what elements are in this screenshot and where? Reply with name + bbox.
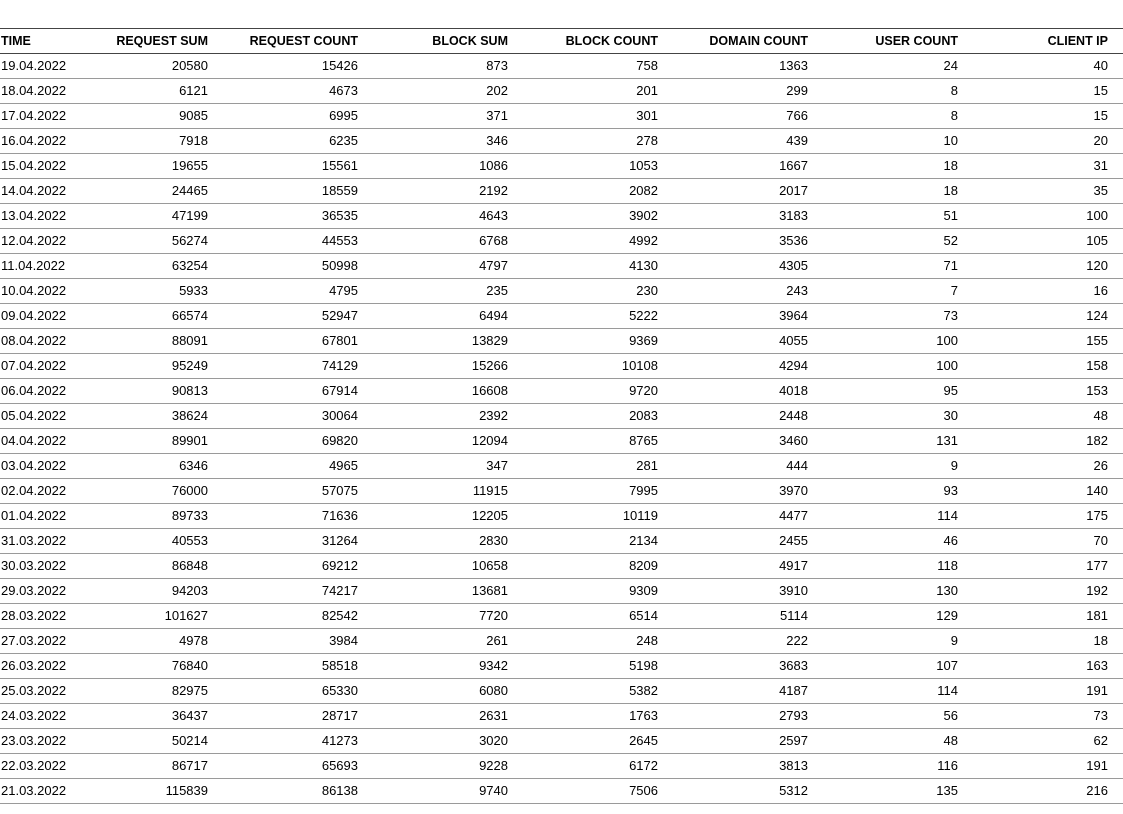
- cell-client-ip: 26: [970, 454, 1123, 479]
- cell-domain-count: 3813: [670, 754, 820, 779]
- cell-request-count: 6235: [220, 129, 370, 154]
- cell-domain-count: 2793: [670, 704, 820, 729]
- column-header-request-count: REQUEST COUNT: [220, 29, 370, 54]
- cell-time: 06.04.2022: [0, 379, 70, 404]
- cell-time: 09.04.2022: [0, 304, 70, 329]
- cell-request-sum: 40553: [70, 529, 220, 554]
- cell-user-count: 129: [820, 604, 970, 629]
- cell-block-sum: 3020: [370, 729, 520, 754]
- cell-request-count: 18559: [220, 179, 370, 204]
- cell-time: 12.04.2022: [0, 229, 70, 254]
- cell-domain-count: 3536: [670, 229, 820, 254]
- cell-request-sum: 95249: [70, 354, 220, 379]
- cell-user-count: 51: [820, 204, 970, 229]
- cell-user-count: 9: [820, 454, 970, 479]
- cell-request-sum: 76840: [70, 654, 220, 679]
- column-header-request-sum: REQUEST SUM: [70, 29, 220, 54]
- cell-block-count: 7506: [520, 779, 670, 804]
- cell-block-sum: 202: [370, 79, 520, 104]
- cell-block-sum: 2631: [370, 704, 520, 729]
- cell-request-sum: 88091: [70, 329, 220, 354]
- cell-domain-count: 222: [670, 629, 820, 654]
- cell-request-sum: 76000: [70, 479, 220, 504]
- cell-user-count: 8: [820, 104, 970, 129]
- table-row: [0, 629, 1123, 654]
- cell-request-count: 74129: [220, 354, 370, 379]
- cell-request-count: 71636: [220, 504, 370, 529]
- cell-domain-count: 4294: [670, 354, 820, 379]
- cell-block-sum: 6768: [370, 229, 520, 254]
- cell-request-sum: 89901: [70, 429, 220, 454]
- cell-client-ip: 20: [970, 129, 1123, 154]
- cell-request-count: 4965: [220, 454, 370, 479]
- cell-client-ip: 177: [970, 554, 1123, 579]
- cell-block-count: 8209: [520, 554, 670, 579]
- cell-block-sum: 9342: [370, 654, 520, 679]
- table-row: [0, 129, 1123, 154]
- cell-user-count: 9: [820, 629, 970, 654]
- cell-request-count: 74217: [220, 579, 370, 604]
- cell-request-count: 3984: [220, 629, 370, 654]
- cell-time: 26.03.2022: [0, 654, 70, 679]
- cell-block-count: 6172: [520, 754, 670, 779]
- cell-block-count: 5222: [520, 304, 670, 329]
- cell-time: 03.04.2022: [0, 454, 70, 479]
- table-row: [0, 454, 1123, 479]
- table-row: [0, 579, 1123, 604]
- cell-client-ip: 35: [970, 179, 1123, 204]
- cell-time: 18.04.2022: [0, 79, 70, 104]
- cell-domain-count: 5114: [670, 604, 820, 629]
- cell-request-sum: 115839: [70, 779, 220, 804]
- cell-block-sum: 235: [370, 279, 520, 304]
- cell-request-sum: 66574: [70, 304, 220, 329]
- cell-user-count: 48: [820, 729, 970, 754]
- cell-domain-count: 1667: [670, 154, 820, 179]
- cell-block-sum: 4643: [370, 204, 520, 229]
- cell-request-count: 52947: [220, 304, 370, 329]
- cell-domain-count: 2597: [670, 729, 820, 754]
- table-row: [0, 329, 1123, 354]
- cell-request-count: 58518: [220, 654, 370, 679]
- cell-block-count: 9369: [520, 329, 670, 354]
- cell-block-sum: 346: [370, 129, 520, 154]
- table-row: [0, 504, 1123, 529]
- table-header: [0, 29, 1123, 54]
- cell-block-sum: 261: [370, 629, 520, 654]
- cell-time: 21.03.2022: [0, 779, 70, 804]
- cell-client-ip: 191: [970, 679, 1123, 704]
- cell-request-sum: 56274: [70, 229, 220, 254]
- cell-domain-count: 4477: [670, 504, 820, 529]
- cell-request-sum: 38624: [70, 404, 220, 429]
- cell-request-sum: 50214: [70, 729, 220, 754]
- cell-block-sum: 11915: [370, 479, 520, 504]
- table-body: [0, 54, 1123, 804]
- cell-block-count: 6514: [520, 604, 670, 629]
- cell-user-count: 116: [820, 754, 970, 779]
- cell-time: 27.03.2022: [0, 629, 70, 654]
- cell-client-ip: 182: [970, 429, 1123, 454]
- cell-domain-count: 4018: [670, 379, 820, 404]
- cell-block-count: 278: [520, 129, 670, 154]
- cell-request-sum: 101627: [70, 604, 220, 629]
- cell-request-sum: 24465: [70, 179, 220, 204]
- cell-request-sum: 7918: [70, 129, 220, 154]
- cell-block-count: 3902: [520, 204, 670, 229]
- cell-domain-count: 444: [670, 454, 820, 479]
- cell-block-sum: 7720: [370, 604, 520, 629]
- cell-request-count: 44553: [220, 229, 370, 254]
- cell-domain-count: 3964: [670, 304, 820, 329]
- cell-time: 01.04.2022: [0, 504, 70, 529]
- cell-domain-count: 4055: [670, 329, 820, 354]
- cell-block-sum: 6494: [370, 304, 520, 329]
- table-row: [0, 604, 1123, 629]
- cell-block-count: 2134: [520, 529, 670, 554]
- cell-request-count: 65693: [220, 754, 370, 779]
- cell-domain-count: 3910: [670, 579, 820, 604]
- cell-block-sum: 12205: [370, 504, 520, 529]
- column-header-client-ip: CLIENT IP: [970, 29, 1123, 54]
- cell-user-count: 114: [820, 504, 970, 529]
- cell-block-count: 758: [520, 54, 670, 79]
- cell-request-sum: 86848: [70, 554, 220, 579]
- cell-user-count: 130: [820, 579, 970, 604]
- cell-block-sum: 2192: [370, 179, 520, 204]
- cell-client-ip: 181: [970, 604, 1123, 629]
- cell-client-ip: 31: [970, 154, 1123, 179]
- cell-client-ip: 48: [970, 404, 1123, 429]
- cell-user-count: 18: [820, 154, 970, 179]
- cell-client-ip: 18: [970, 629, 1123, 654]
- cell-time: 10.04.2022: [0, 279, 70, 304]
- table-row: [0, 479, 1123, 504]
- cell-request-sum: 94203: [70, 579, 220, 604]
- table-row: [0, 404, 1123, 429]
- cell-time: 24.03.2022: [0, 704, 70, 729]
- table-row: [0, 229, 1123, 254]
- table-row: [0, 379, 1123, 404]
- cell-time: 23.03.2022: [0, 729, 70, 754]
- cell-user-count: 8: [820, 79, 970, 104]
- daily-stats-table: [0, 28, 1123, 804]
- cell-block-sum: 13829: [370, 329, 520, 354]
- cell-request-sum: 4978: [70, 629, 220, 654]
- cell-block-count: 230: [520, 279, 670, 304]
- cell-time: 29.03.2022: [0, 579, 70, 604]
- cell-request-count: 57075: [220, 479, 370, 504]
- cell-time: 07.04.2022: [0, 354, 70, 379]
- cell-request-sum: 5933: [70, 279, 220, 304]
- cell-request-count: 69212: [220, 554, 370, 579]
- cell-user-count: 95: [820, 379, 970, 404]
- cell-user-count: 7: [820, 279, 970, 304]
- cell-time: 30.03.2022: [0, 554, 70, 579]
- cell-user-count: 10: [820, 129, 970, 154]
- cell-client-ip: 163: [970, 654, 1123, 679]
- cell-block-count: 10108: [520, 354, 670, 379]
- cell-domain-count: 1363: [670, 54, 820, 79]
- cell-client-ip: 70: [970, 529, 1123, 554]
- cell-block-count: 301: [520, 104, 670, 129]
- cell-block-sum: 15266: [370, 354, 520, 379]
- table-row: [0, 304, 1123, 329]
- cell-block-count: 2083: [520, 404, 670, 429]
- cell-request-count: 31264: [220, 529, 370, 554]
- cell-block-sum: 12094: [370, 429, 520, 454]
- table-row: [0, 754, 1123, 779]
- cell-client-ip: 15: [970, 104, 1123, 129]
- table-row: [0, 554, 1123, 579]
- cell-request-sum: 89733: [70, 504, 220, 529]
- cell-block-sum: 9740: [370, 779, 520, 804]
- table-row: [0, 279, 1123, 304]
- cell-block-sum: 9228: [370, 754, 520, 779]
- table-row: [0, 104, 1123, 129]
- cell-request-count: 50998: [220, 254, 370, 279]
- cell-domain-count: 4917: [670, 554, 820, 579]
- cell-request-sum: 9085: [70, 104, 220, 129]
- cell-client-ip: 192: [970, 579, 1123, 604]
- cell-user-count: 114: [820, 679, 970, 704]
- cell-time: 22.03.2022: [0, 754, 70, 779]
- cell-client-ip: 175: [970, 504, 1123, 529]
- cell-request-sum: 36437: [70, 704, 220, 729]
- cell-block-count: 2082: [520, 179, 670, 204]
- cell-time: 15.04.2022: [0, 154, 70, 179]
- cell-time: 05.04.2022: [0, 404, 70, 429]
- header-row: [0, 29, 1123, 54]
- table-row: [0, 429, 1123, 454]
- cell-request-count: 4795: [220, 279, 370, 304]
- cell-time: 14.04.2022: [0, 179, 70, 204]
- cell-block-count: 2645: [520, 729, 670, 754]
- cell-block-sum: 4797: [370, 254, 520, 279]
- cell-client-ip: 191: [970, 754, 1123, 779]
- cell-domain-count: 3683: [670, 654, 820, 679]
- cell-block-count: 9720: [520, 379, 670, 404]
- cell-time: 25.03.2022: [0, 679, 70, 704]
- cell-request-count: 30064: [220, 404, 370, 429]
- table-row: [0, 254, 1123, 279]
- cell-client-ip: 120: [970, 254, 1123, 279]
- cell-domain-count: 3460: [670, 429, 820, 454]
- cell-time: 19.04.2022: [0, 54, 70, 79]
- cell-user-count: 93: [820, 479, 970, 504]
- table-row: [0, 204, 1123, 229]
- cell-user-count: 73: [820, 304, 970, 329]
- cell-client-ip: 62: [970, 729, 1123, 754]
- cell-user-count: 131: [820, 429, 970, 454]
- cell-user-count: 135: [820, 779, 970, 804]
- cell-client-ip: 216: [970, 779, 1123, 804]
- cell-block-sum: 873: [370, 54, 520, 79]
- cell-client-ip: 40: [970, 54, 1123, 79]
- cell-client-ip: 153: [970, 379, 1123, 404]
- cell-domain-count: 2455: [670, 529, 820, 554]
- cell-request-count: 67914: [220, 379, 370, 404]
- table-row: [0, 679, 1123, 704]
- cell-domain-count: 3970: [670, 479, 820, 504]
- cell-user-count: 56: [820, 704, 970, 729]
- cell-client-ip: 124: [970, 304, 1123, 329]
- cell-user-count: 118: [820, 554, 970, 579]
- cell-client-ip: 73: [970, 704, 1123, 729]
- cell-block-count: 1053: [520, 154, 670, 179]
- cell-block-sum: 2392: [370, 404, 520, 429]
- cell-request-sum: 6121: [70, 79, 220, 104]
- cell-block-sum: 2830: [370, 529, 520, 554]
- cell-block-sum: 16608: [370, 379, 520, 404]
- cell-domain-count: 5312: [670, 779, 820, 804]
- cell-time: 02.04.2022: [0, 479, 70, 504]
- cell-user-count: 107: [820, 654, 970, 679]
- cell-domain-count: 2017: [670, 179, 820, 204]
- cell-request-count: 4673: [220, 79, 370, 104]
- cell-request-sum: 63254: [70, 254, 220, 279]
- cell-request-count: 67801: [220, 329, 370, 354]
- cell-block-count: 5198: [520, 654, 670, 679]
- table-row: [0, 54, 1123, 79]
- cell-request-count: 15561: [220, 154, 370, 179]
- column-header-time: TIME: [0, 29, 70, 54]
- cell-request-sum: 6346: [70, 454, 220, 479]
- cell-user-count: 100: [820, 354, 970, 379]
- cell-block-count: 4130: [520, 254, 670, 279]
- cell-domain-count: 2448: [670, 404, 820, 429]
- table-row: [0, 704, 1123, 729]
- cell-domain-count: 766: [670, 104, 820, 129]
- cell-block-count: 5382: [520, 679, 670, 704]
- cell-request-count: 69820: [220, 429, 370, 454]
- cell-time: 08.04.2022: [0, 329, 70, 354]
- cell-user-count: 71: [820, 254, 970, 279]
- cell-request-sum: 19655: [70, 154, 220, 179]
- cell-request-count: 36535: [220, 204, 370, 229]
- cell-request-sum: 86717: [70, 754, 220, 779]
- cell-request-count: 41273: [220, 729, 370, 754]
- cell-request-count: 82542: [220, 604, 370, 629]
- cell-block-count: 7995: [520, 479, 670, 504]
- cell-block-count: 1763: [520, 704, 670, 729]
- cell-block-count: 10119: [520, 504, 670, 529]
- cell-time: 31.03.2022: [0, 529, 70, 554]
- cell-client-ip: 100: [970, 204, 1123, 229]
- cell-user-count: 52: [820, 229, 970, 254]
- cell-block-sum: 10658: [370, 554, 520, 579]
- cell-block-sum: 6080: [370, 679, 520, 704]
- cell-domain-count: 3183: [670, 204, 820, 229]
- column-header-block-sum: BLOCK SUM: [370, 29, 520, 54]
- cell-block-count: 248: [520, 629, 670, 654]
- table-row: [0, 79, 1123, 104]
- cell-request-sum: 20580: [70, 54, 220, 79]
- table-row: [0, 729, 1123, 754]
- cell-block-sum: 1086: [370, 154, 520, 179]
- cell-block-count: 281: [520, 454, 670, 479]
- cell-client-ip: 105: [970, 229, 1123, 254]
- table-row: [0, 779, 1123, 804]
- table-row: [0, 529, 1123, 554]
- cell-block-sum: 13681: [370, 579, 520, 604]
- cell-request-count: 6995: [220, 104, 370, 129]
- cell-request-sum: 47199: [70, 204, 220, 229]
- column-header-block-count: BLOCK COUNT: [520, 29, 670, 54]
- cell-request-count: 65330: [220, 679, 370, 704]
- cell-time: 13.04.2022: [0, 204, 70, 229]
- table-row: [0, 179, 1123, 204]
- cell-client-ip: 140: [970, 479, 1123, 504]
- cell-user-count: 100: [820, 329, 970, 354]
- cell-request-sum: 90813: [70, 379, 220, 404]
- cell-domain-count: 439: [670, 129, 820, 154]
- cell-client-ip: 15: [970, 79, 1123, 104]
- column-header-user-count: USER COUNT: [820, 29, 970, 54]
- cell-block-sum: 347: [370, 454, 520, 479]
- table-row: [0, 654, 1123, 679]
- cell-block-count: 201: [520, 79, 670, 104]
- cell-domain-count: 243: [670, 279, 820, 304]
- cell-domain-count: 4305: [670, 254, 820, 279]
- cell-user-count: 46: [820, 529, 970, 554]
- cell-request-count: 15426: [220, 54, 370, 79]
- cell-block-count: 4992: [520, 229, 670, 254]
- cell-request-count: 28717: [220, 704, 370, 729]
- cell-time: 11.04.2022: [0, 254, 70, 279]
- column-header-domain-count: DOMAIN COUNT: [670, 29, 820, 54]
- cell-request-sum: 82975: [70, 679, 220, 704]
- cell-time: 16.04.2022: [0, 129, 70, 154]
- cell-client-ip: 155: [970, 329, 1123, 354]
- cell-time: 28.03.2022: [0, 604, 70, 629]
- cell-user-count: 24: [820, 54, 970, 79]
- cell-time: 04.04.2022: [0, 429, 70, 454]
- table-row: [0, 354, 1123, 379]
- cell-domain-count: 299: [670, 79, 820, 104]
- cell-block-count: 8765: [520, 429, 670, 454]
- stats-table-container: [0, 28, 1123, 804]
- cell-block-sum: 371: [370, 104, 520, 129]
- cell-block-count: 9309: [520, 579, 670, 604]
- cell-time: 17.04.2022: [0, 104, 70, 129]
- cell-user-count: 30: [820, 404, 970, 429]
- cell-request-count: 86138: [220, 779, 370, 804]
- table-row: [0, 154, 1123, 179]
- cell-domain-count: 4187: [670, 679, 820, 704]
- cell-client-ip: 158: [970, 354, 1123, 379]
- cell-user-count: 18: [820, 179, 970, 204]
- cell-client-ip: 16: [970, 279, 1123, 304]
